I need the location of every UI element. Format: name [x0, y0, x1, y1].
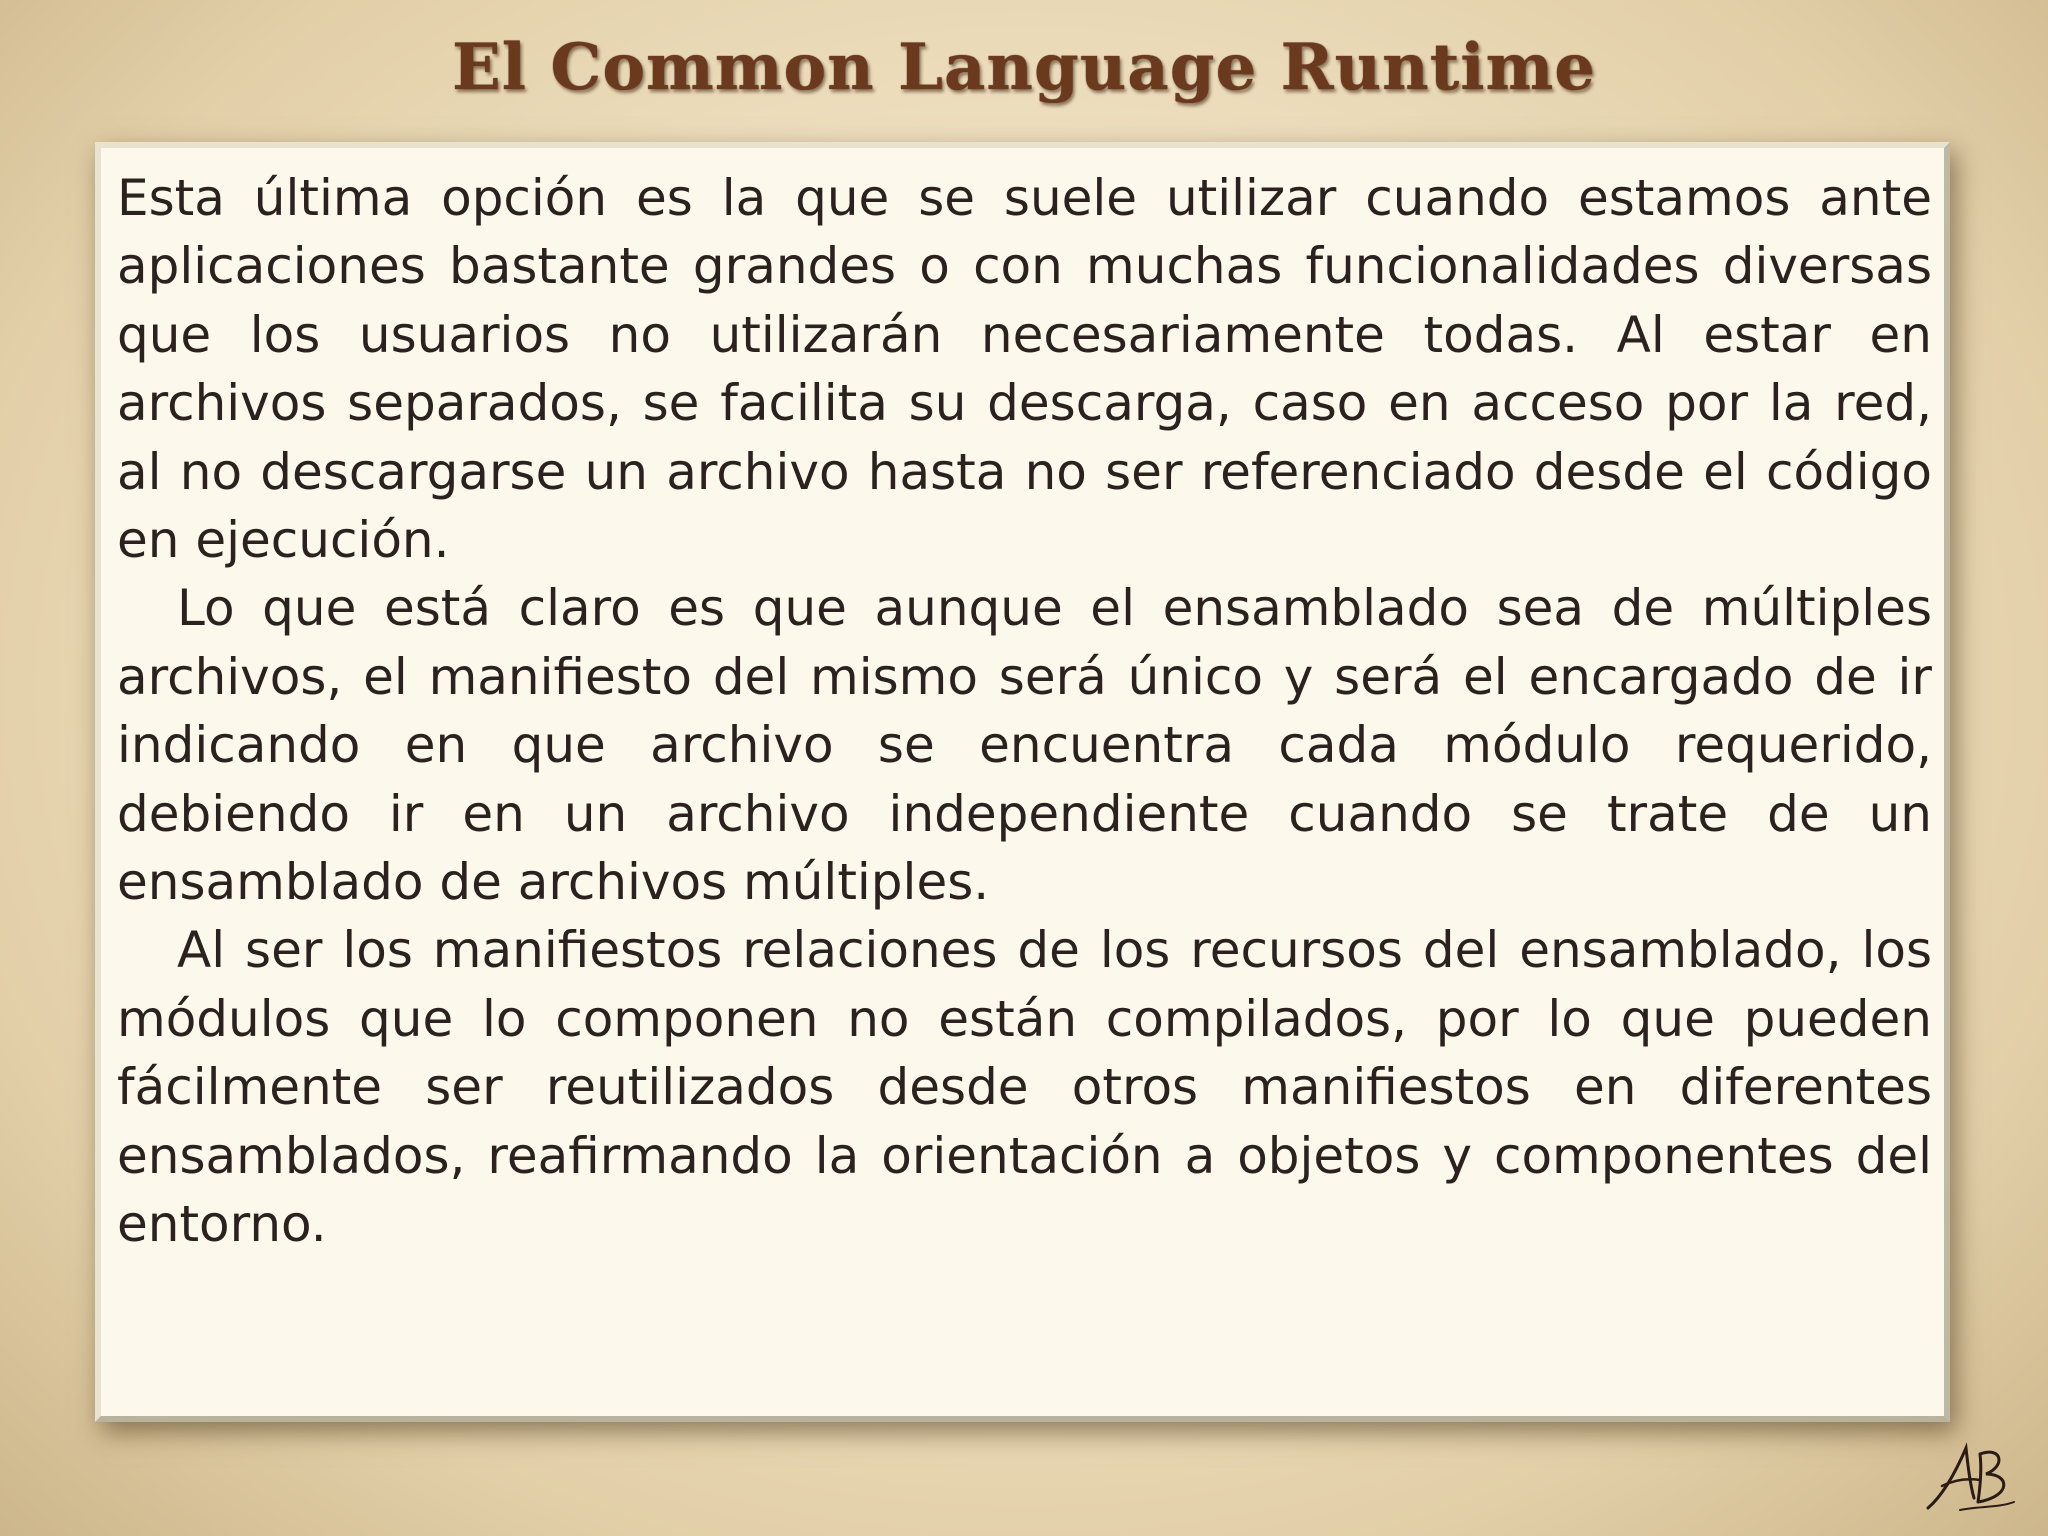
content-box: [95, 142, 1950, 1422]
signature-logo: [1920, 1436, 2020, 1516]
slide-title: El Common Language Runtime: [452, 30, 1596, 105]
paragraph-1: Esta última opción es la que se suele utilizar cuando estamos ante aplicaciones bastante grandes o con muchas funcionalidades diversas que los usuarios no utilizarán necesariamente todas. Al estar en archivos separados, se facilita su descarga, caso en acceso por la red, al no descargarse un archivo hasta no ser referenciado desde el código en ejecución.: [117, 169, 1932, 570]
paragraph-3: Al ser los manifiestos relaciones de los recursos del ensamblado, los módulos que lo componen no están compilados, por lo que pueden fácilmente ser reutilizados desde otros manifiestos en diferentes ensamblados, reafirmando la orientación a objetos y componentes del entorno.: [117, 921, 1932, 1254]
paragraph-2: Lo que está claro es que aunque el ensamblado sea de múltiples archivos, el manifiesto del mismo será único y será el encargado de ir indicando en que archivo se encuentra cada módulo requerido, debiendo ir en un archivo independiente cuando se trate de un ensamblado de archivos múltiples.: [117, 579, 1932, 912]
